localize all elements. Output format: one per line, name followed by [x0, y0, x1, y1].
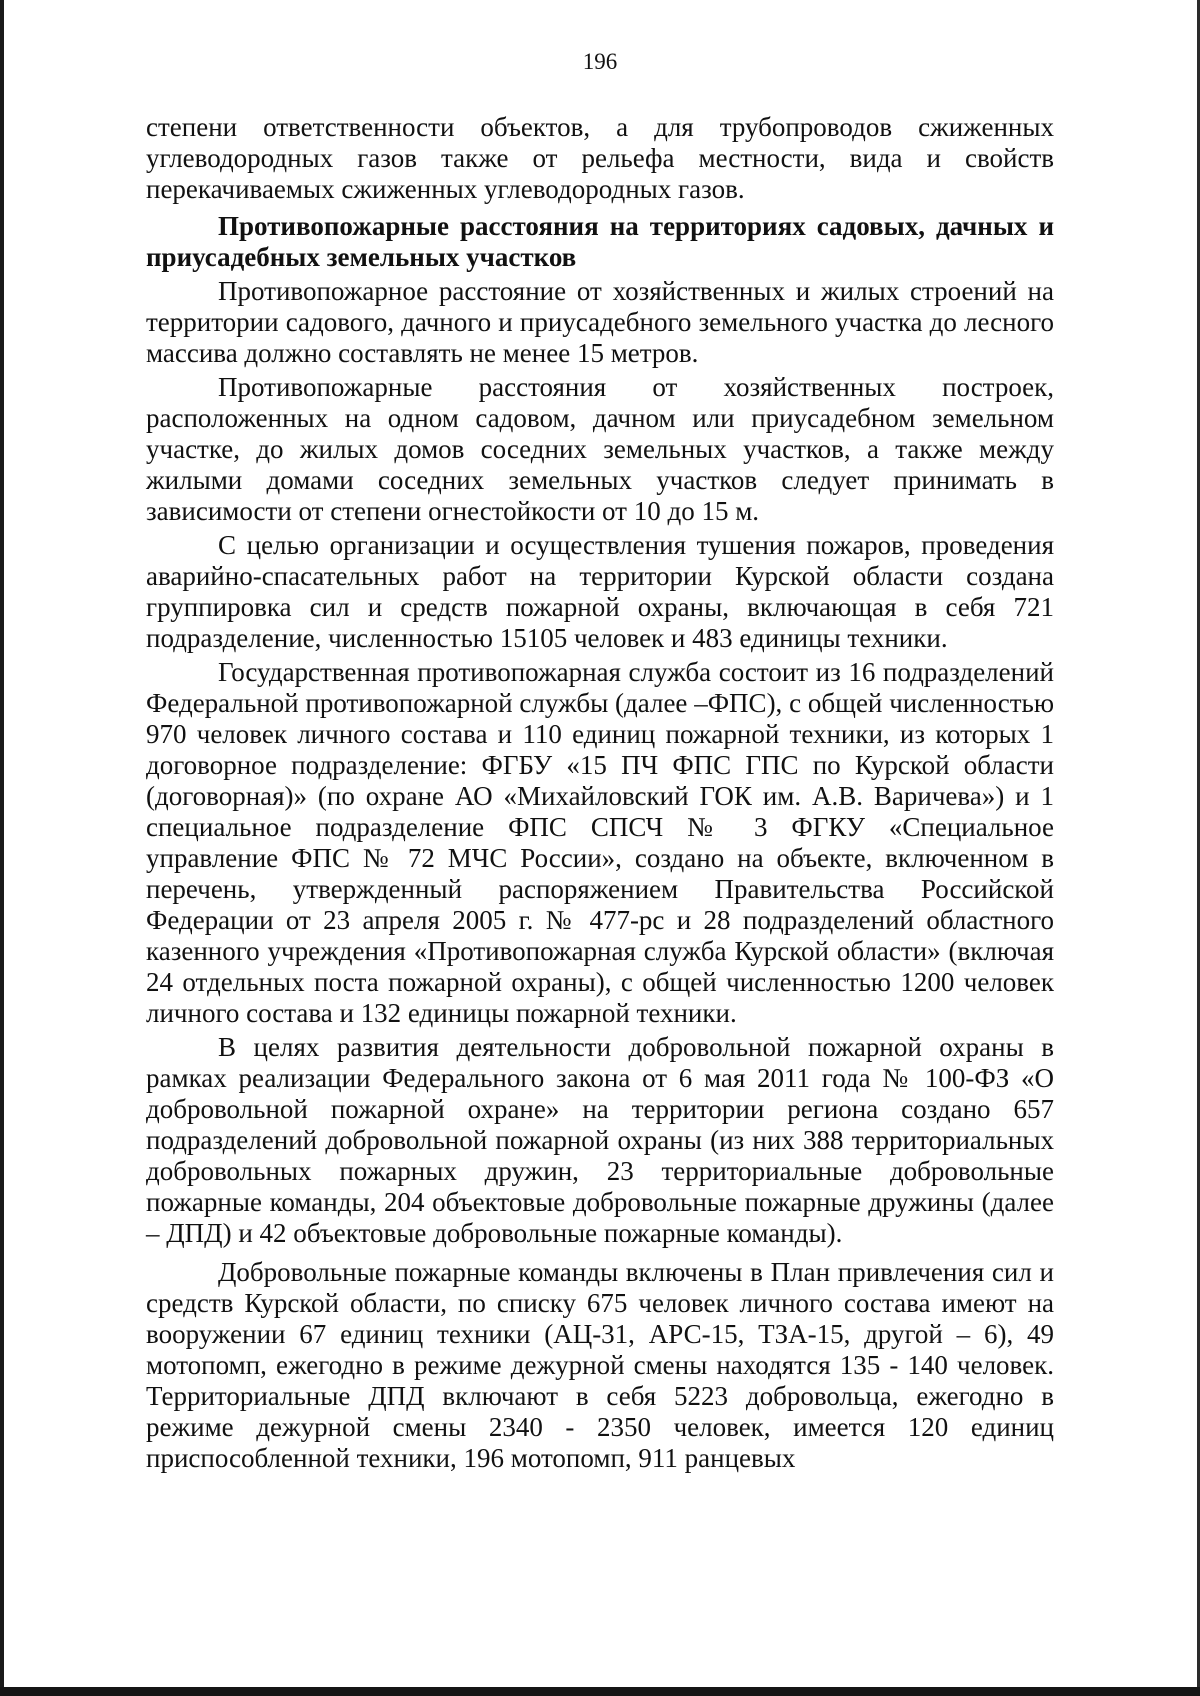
paragraph-continuation: степени ответственности объектов, а для трубопроводов сжиженных углеводородных газов также от рельефа местности, вида и свойств перекачиваемых сжиженных углеводородных газов.: [146, 112, 1054, 204]
scan-edge-bottom: [0, 1687, 1200, 1696]
paragraph-volunteer-teams: Добровольные пожарные команды включены в План привлечения сил и средств Курской области, по списку 675 человек личного состава имеют на вооружении 67 единиц техники (АЦ-31, АРС-15, ТЗА-15, другой – 6), 49 мотопомп, ежегодно в режиме дежурной смены находятся 135 - 140 человек. Территориальные ДПД включают в себя 5223 добровольца, ежегодно в режиме дежурной смены 2340 - 2350 человек, имеется 120 единиц приспособленной техники, 196 мотопомп, 911 ранцевых: [146, 1257, 1054, 1473]
document-page: [146, 48, 1054, 1477]
paragraph-forest-distance: Противопожарное расстояние от хозяйственных и жилых строений на территории садового, дачного и приусадебного земельного участка до лесного массива должно составлять не менее 15 метров.: [146, 276, 1054, 368]
paragraph-state-fire-service: Государственная противопожарная служба состоит из 16 подразделений Федеральной противопожарной службы (далее –ФПС), с общей численностью 970 человек личного состава и 110 единиц пожарной техники, из которых 1 договорное подразделение: ФГБУ «15 ПЧ ФПС ГПС по Курской области (договорная)» (по охране АО «Михайловский ГОК им. А.В. Варичева») и 1 специальное подразделение ФПС СПСЧ № 3 ФГКУ «Специальное управление ФПС № 72 МЧС России», создано на объекте, включенном в перечень, утвержденный распоряжением Правительства Российской Федерации от 23 апреля 2005 г. № 477-рс и 28 подразделений областного казенного учреждения «Противопожарная служба Курской области» (включая 24 отдельных поста пожарной охраны), с общей численностью 1200 человек личного состава и 132 единицы пожарной техники.: [146, 657, 1054, 1028]
paragraph-fire-forces: С целью организации и осуществления тушения пожаров, проведения аварийно-спасательных работ на территории Курской области создана группировка сил и средств пожарной охраны, включающая в себя 721 подразделение, численностью 15105 человек и 483 единицы техники.: [146, 530, 1054, 653]
paragraph-building-distances: Противопожарные расстояния от хозяйственных построек, расположенных на одном садовом, дачном или приусадебном земельном участке, до жилых домов соседних земельных участков, а также между жилыми домами соседних земельных участков следует принимать в зависимости от степени огнестойкости от 10 до 15 м.: [146, 372, 1054, 526]
scan-edge-left: [0, 0, 4, 1696]
paragraph-volunteer-development: В целях развития деятельности добровольной пожарной охраны в рамках реализации Федерального закона от 6 мая 2011 года № 100-ФЗ «О добровольной пожарной охране» на территории региона создано 657 подразделений добровольной пожарной охраны (из них 388 территориальных добровольных пожарных дружин, 23 территориальные добровольные пожарные команды, 204 объектовые добровольные пожарные дружины (далее – ДПД) и 42 объектовые добровольные пожарные команды).: [146, 1032, 1054, 1248]
section-heading: Противопожарные расстояния на территориях садовых, дачных и приусадебных земельных участков: [146, 211, 1054, 272]
page-number: 196: [582, 49, 618, 74]
